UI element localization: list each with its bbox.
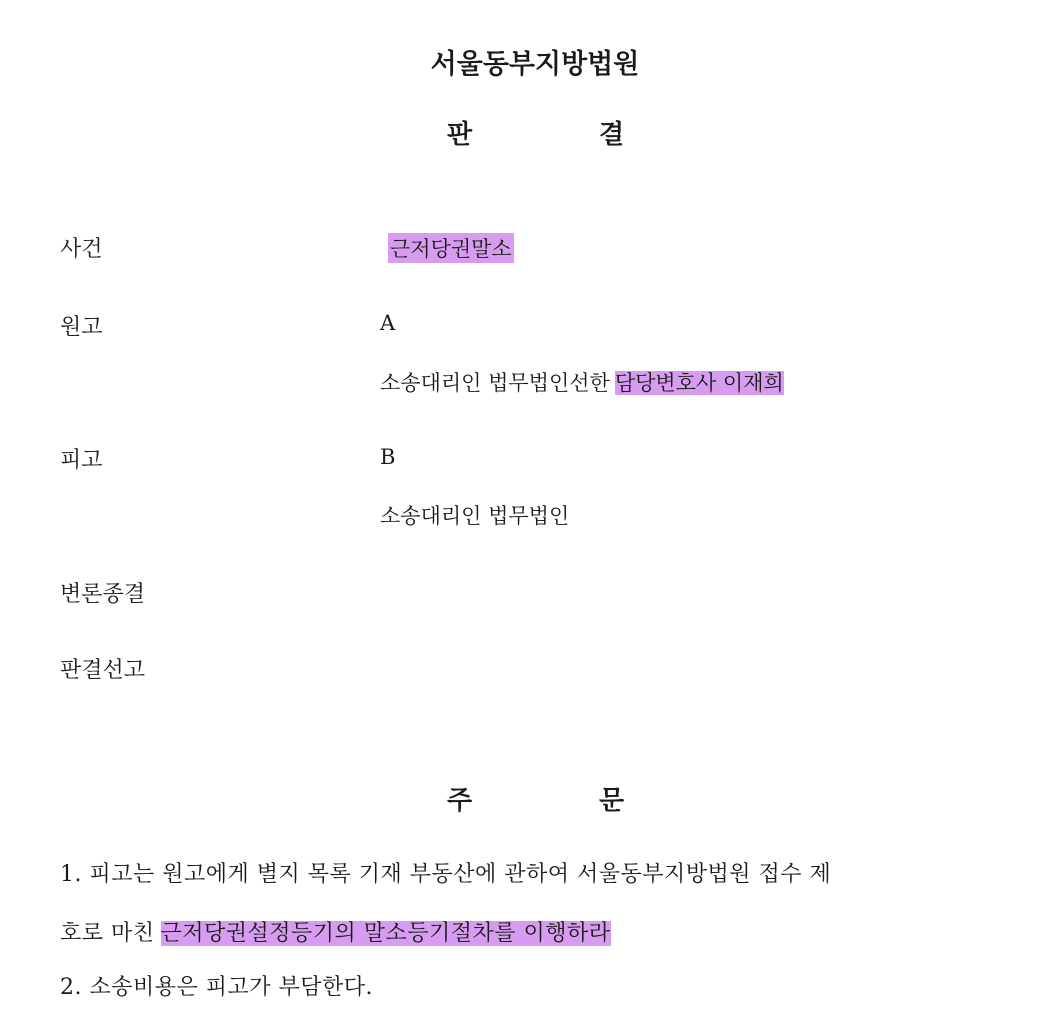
order-line-1: 1. 피고는 원고에게 별지 목록 기재 부동산에 관하여 서울동부지방법원 접수 제 xyxy=(60,862,832,887)
order-line-3: 2. 소송비용은 피고가 부담한다. xyxy=(60,975,373,1000)
order-line-2-highlight: 근저당권설정등기의 말소등기절차를 이행하라 xyxy=(160,921,611,946)
judgment-title-left: 판 xyxy=(447,120,473,150)
order-title-left: 주 xyxy=(447,786,473,816)
plaintiff-label: 원고 xyxy=(60,315,103,340)
court-name: 서울동부지방법원 xyxy=(430,49,640,80)
order-title-right: 문 xyxy=(599,786,625,816)
judgment-date-label: 판결선고 xyxy=(60,658,146,683)
closing-label: 변론종결 xyxy=(60,582,146,607)
plaintiff-counsel xyxy=(380,367,784,397)
judgment-title-right: 결 xyxy=(599,120,625,150)
defendant-label: 피고 xyxy=(60,448,103,473)
plaintiff-counsel-firm: 소송대리인 법무법인선한 xyxy=(380,371,610,395)
plaintiff-counsel-attorney: 담당변호사 이재희 xyxy=(614,371,784,395)
order-line-2 xyxy=(60,916,611,947)
case-value: 근저당권말소 xyxy=(388,233,514,263)
plaintiff-name: A xyxy=(380,311,396,335)
defendant-counsel: 소송대리인 법무법인 xyxy=(380,504,570,528)
order-line-2-prefix: 호로 마친 xyxy=(60,921,155,946)
case-label: 사건 xyxy=(60,237,103,262)
defendant-name: B xyxy=(380,445,396,469)
